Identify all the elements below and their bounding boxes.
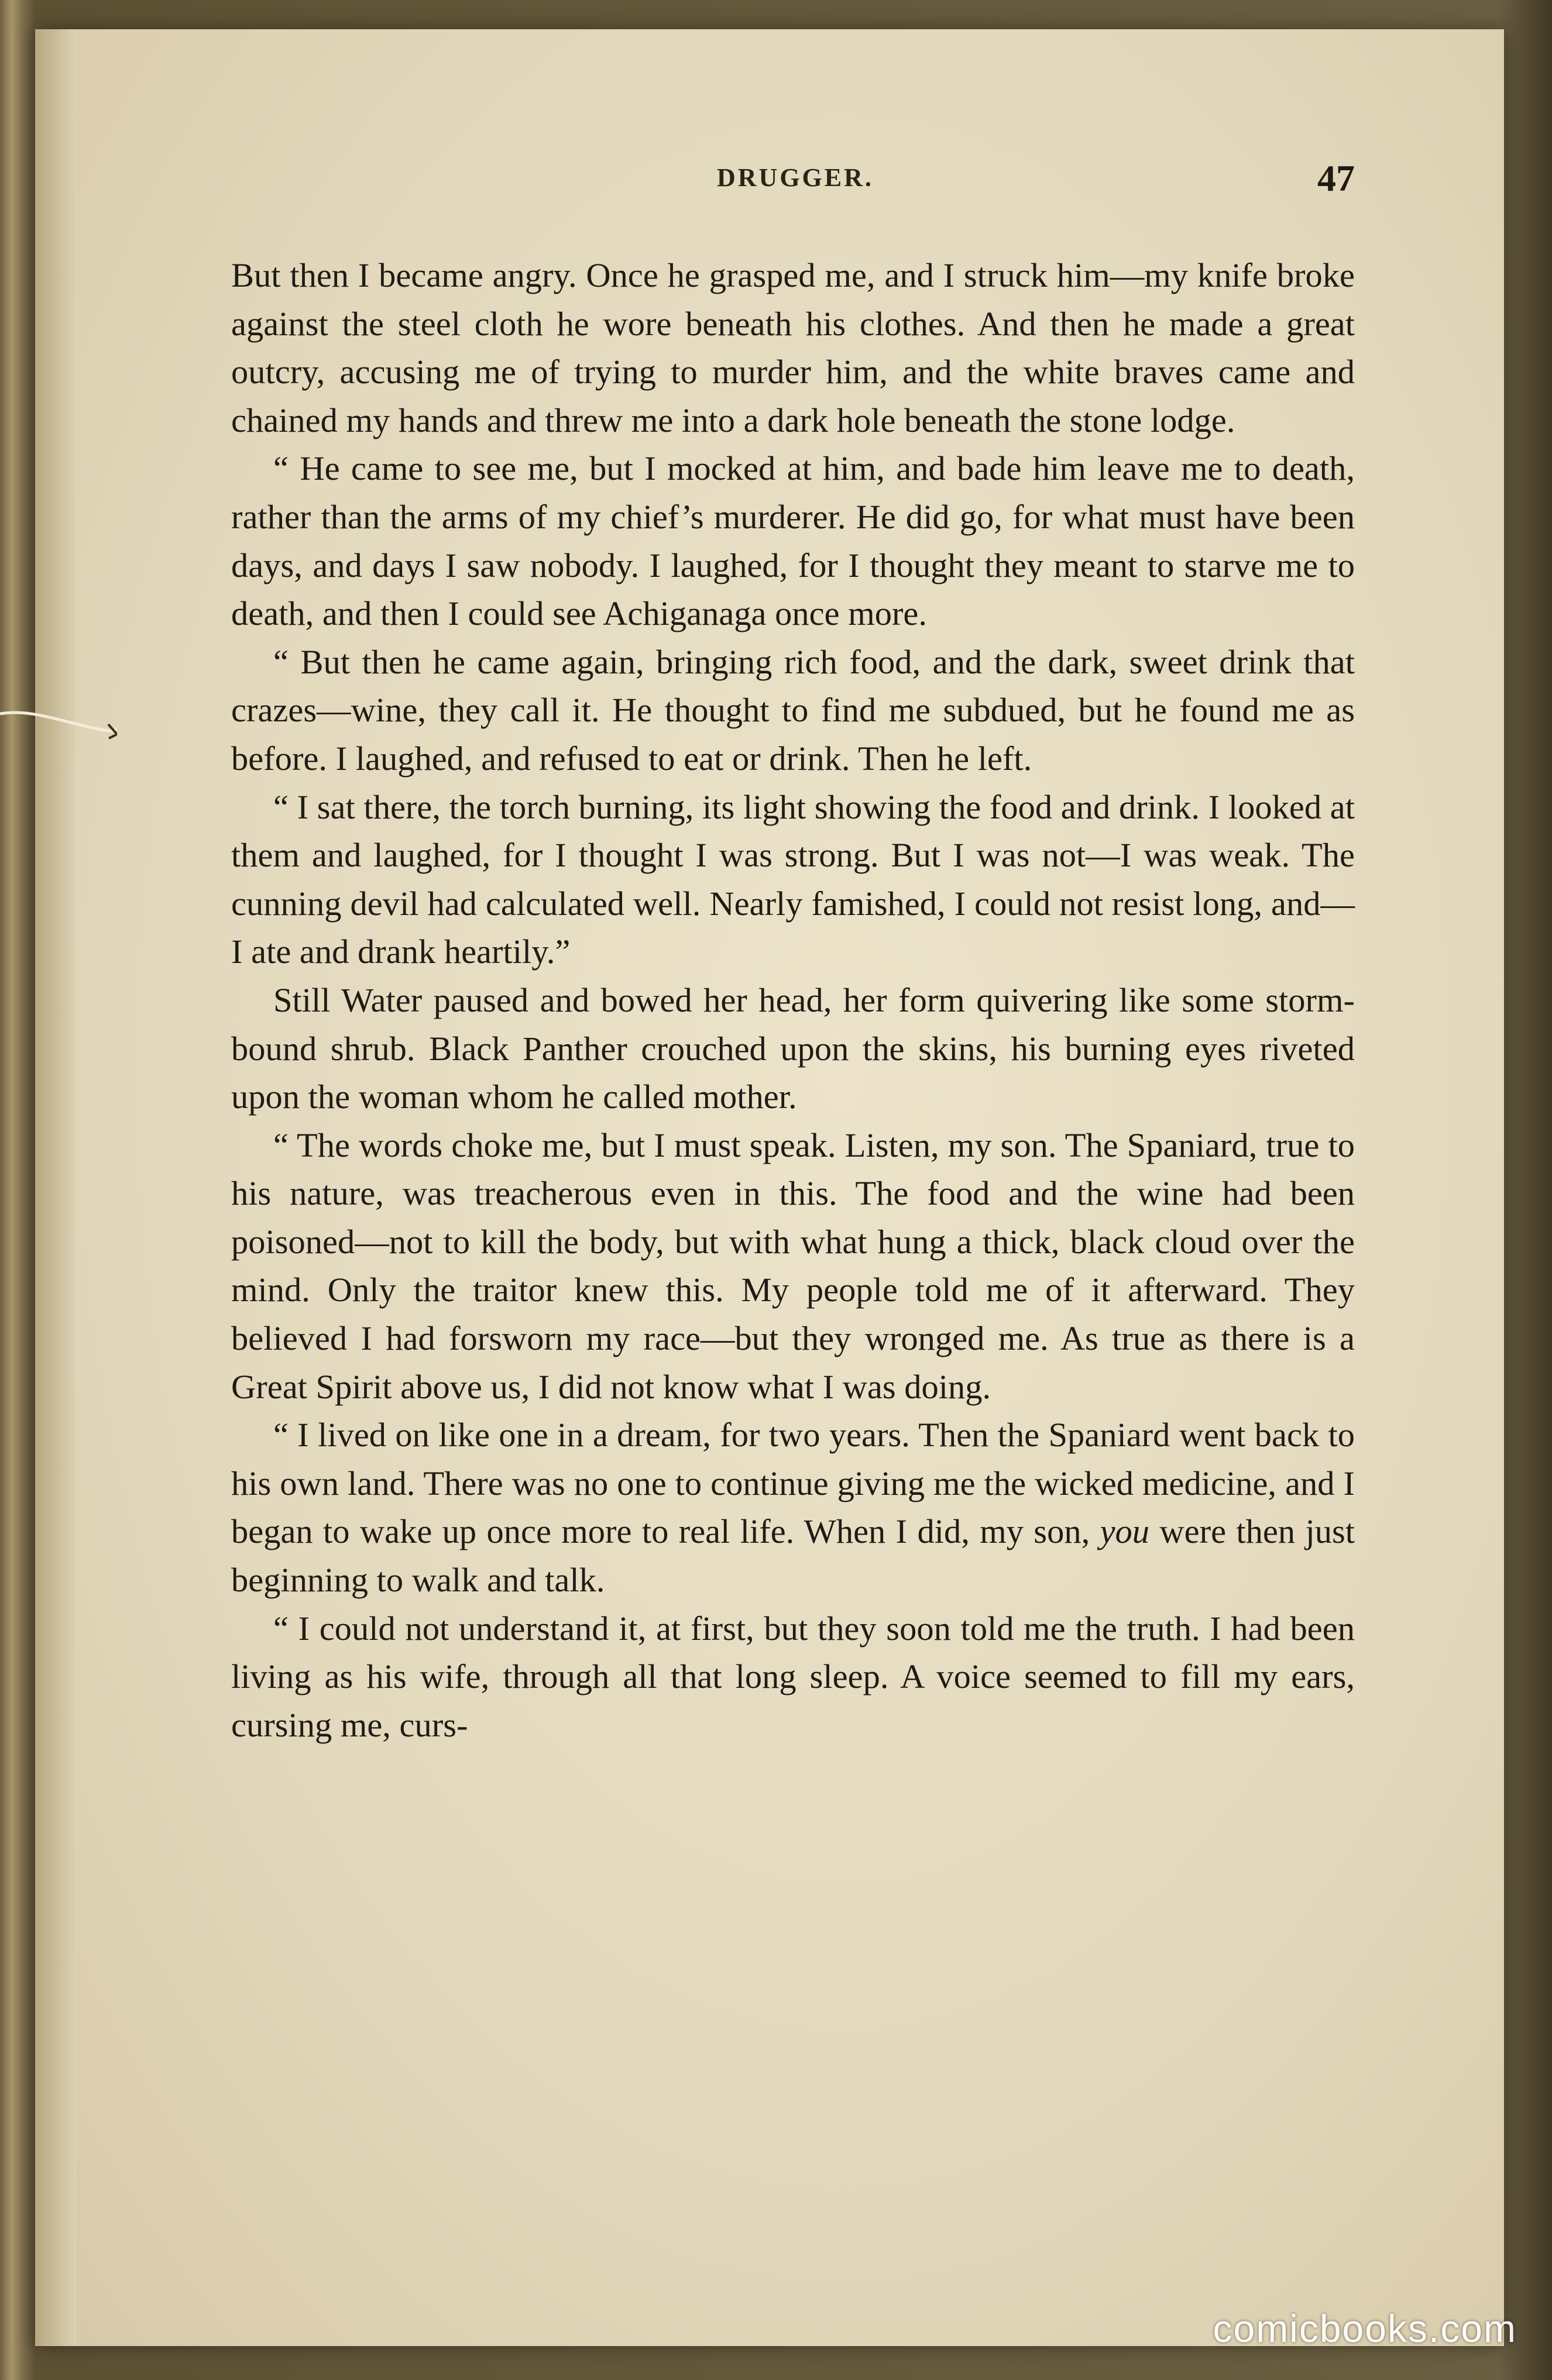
paragraph-8: “ I could not understand it, at first, but they soon told me the truth. I had been living as his wife, through all that long sleep. A voice seemed to fill my ears, cursing me, curs- xyxy=(231,1609,1355,1744)
body-text xyxy=(231,252,1355,1749)
watermark: comicbooks.com xyxy=(1213,2307,1517,2350)
page-header xyxy=(231,157,1355,204)
paragraph-7-tail: were then just beginning to walk and talk. xyxy=(231,1512,1355,1600)
paragraph-3: “ But then he came again, bringing rich food, and the dark, sweet drink that crazes—wine, they call it. He thought to find me subdued, but he found me as before. I laughed, and refused to eat or drink. Then he left. xyxy=(231,642,1355,778)
page-number: 47 xyxy=(1317,157,1355,199)
paragraph-7-text: “ I lived on like one in a dream, for two years. Then the Spaniard went back to his own land. There was no one to continue giving me the wicked medicine, and I began to wake up once more to real life. When I did, my son, xyxy=(231,1416,1355,1551)
paragraph-4: “ I sat there, the torch burning, its light showing the food and drink. I looked at them and laughed, for I thought I was strong. But I was not—I was weak. The cunning devil had calculated well. Nearly famished, I could not resist long, and—I ate and drank heartily.” xyxy=(231,787,1355,971)
page-gutter xyxy=(35,29,76,2346)
paragraph-5: Still Water paused and bowed her head, her form quivering like some storm-bound shrub. Black Panther crouched upon the skins, his burning eyes riveted upon the woman whom he called mother. xyxy=(231,981,1355,1116)
running-title: DRUGGER. xyxy=(717,163,874,192)
binding-thread xyxy=(0,690,117,772)
paragraph-2: “ He came to see me, but I mocked at him, and bade him leave me to death, rather than the arms of my chief’s murderer. He did go, for what must have been days, and days I saw nobody. I laughed, for I thought they meant to starve me to death, and then I could see Achiganaga once more. xyxy=(231,449,1355,633)
paragraph-7-emphasis: you xyxy=(1100,1512,1150,1551)
paragraph-1: But then I became angry. Once he grasped me, and I struck him—my knife broke against the steel cloth he wore beneath his clothes. And then he made a great outcry, accusing me of trying to murder him, and the white braves came and chained my hands and threw me into a dark hole beneath the stone lodge. xyxy=(231,256,1355,439)
paragraph-7 xyxy=(231,1411,1355,1604)
paragraph-6: “ The words choke me, but I must speak. Listen, my son. The Spaniard, true to his nature, was treacherous even in this. The food and the wine had been poisoned—not to kill the body, but with what hung a thick, black cloud over the mind. Only the traitor knew this. My people told me of it afterward. They believed I had forsworn my race—but they wronged me. As true as there is a Great Spirit above us, I did not know what I was doing. xyxy=(231,1126,1355,1406)
